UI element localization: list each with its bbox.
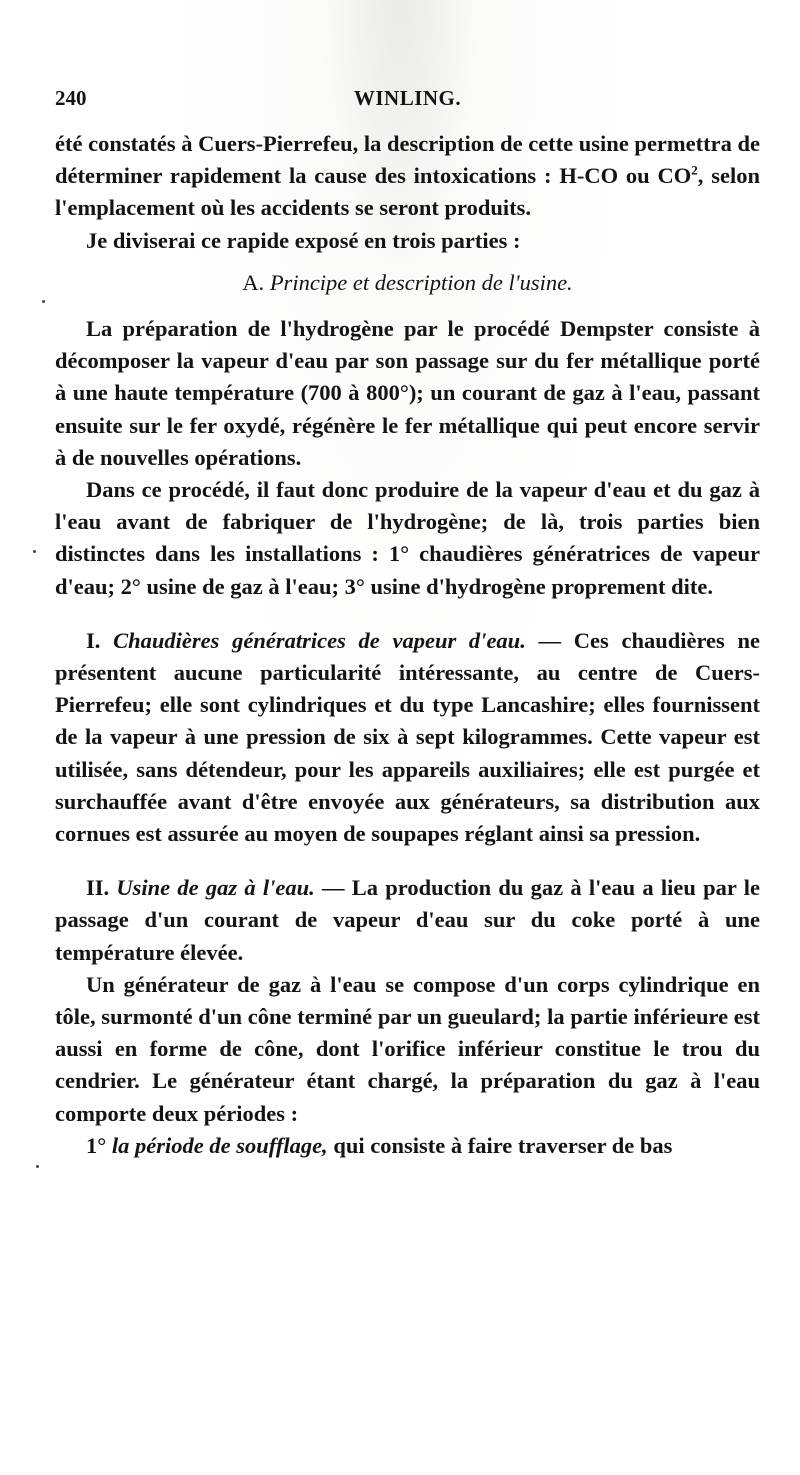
paragraph-continuation xyxy=(55,128,760,225)
paragraph: Je diviserai ce rapide exposé en trois parties : xyxy=(86,227,521,253)
subsection-number: II. xyxy=(86,875,110,901)
paragraph-enumeration xyxy=(55,1130,760,1162)
enumeration-number: 1° xyxy=(86,1132,107,1158)
subsection-i xyxy=(55,625,760,850)
page-header xyxy=(55,86,760,116)
section-title: Principe et description de l'usine. xyxy=(269,269,573,295)
spacer xyxy=(55,603,760,625)
scan-speck xyxy=(33,550,36,553)
subsection-title: Usine de gaz à l'eau. xyxy=(116,875,315,901)
body-text xyxy=(55,128,760,1162)
section-number: A. xyxy=(242,269,265,295)
subsection-ii xyxy=(55,872,760,969)
paragraph: Un générateur de gaz à l'eau se compose d'un corps cylindrique en tôle, surmonté d'un cône terminé par un gueulard; la partie inférieure est aussi en forme de cône, dont l'orifice inférieur constitue le trou du cendrier. Le générateur étant chargé, la préparation du gaz à l'eau comporte deux périodes : xyxy=(55,971,760,1126)
spacer xyxy=(55,850,760,872)
enumeration-title: la période de soufflage, xyxy=(111,1132,328,1158)
paragraph-text: , selon l'emplacement où les accidents se seront produits. xyxy=(55,163,760,221)
section-heading-a xyxy=(55,267,760,299)
paragraph-text: qui consiste à faire traverser de bas xyxy=(327,1132,673,1158)
paragraph: Dans ce procédé, il faut donc produire de la vapeur d'eau et du gaz à l'eau avant de fabriquer de l'hydrogène; de là, trois parties bien distinctes dans les installations : 1° chaudières génératrices de vapeur d'eau; 2° usine de gaz à l'eau; 3° usine d'hydrogène proprement dite. xyxy=(55,477,760,599)
subsection-text: — Ces chaudières ne présentent aucune particularité intéressante, au centre de Cuers-Pierrefeu; elle sont cylindriques et du type Lancashire; elles fournissent de la vapeur à une pression de six à sept kilogrammes. Cette vapeur est utilisée, sans détendeur, pour les appareils auxiliaires; elle est purgée et surchauffée avant d'être envoyée aux générateurs, sa distribution aux cornues est assurée au moyen de soupapes réglant ainsi sa pression. xyxy=(55,627,761,847)
subsection-title: Chaudières génératrices de vapeur d'eau. xyxy=(113,627,526,653)
page-number: 240 xyxy=(55,86,87,110)
scan-speck xyxy=(36,1165,39,1168)
paragraph-text: été constatés à Cuers-Pierrefeu, la description de cette usine permettra de déterminer rapidement la cause des intoxications : H-CO ou CO xyxy=(55,131,760,189)
running-title: WINLING. xyxy=(353,86,462,110)
paragraph: La préparation de l'hydrogène par le procédé Dempster consiste à décomposer la vapeur d'eau par son passage sur du fer métallique porté à une haute température (700 à 800°); un courant de gaz à l'eau, passant ensuite sur le fer oxydé, régénère le fer métallique qui peut encore servir à de nouvelles opérations. xyxy=(55,316,760,470)
scan-speck xyxy=(42,300,45,303)
superscript: 2 xyxy=(691,162,698,178)
subsection-text: — La production du gaz à l'eau a lieu par le passage d'un courant de vapeur d'eau sur du coke porté à une température élevée. xyxy=(55,875,760,965)
subsection-number: I. xyxy=(86,627,101,653)
